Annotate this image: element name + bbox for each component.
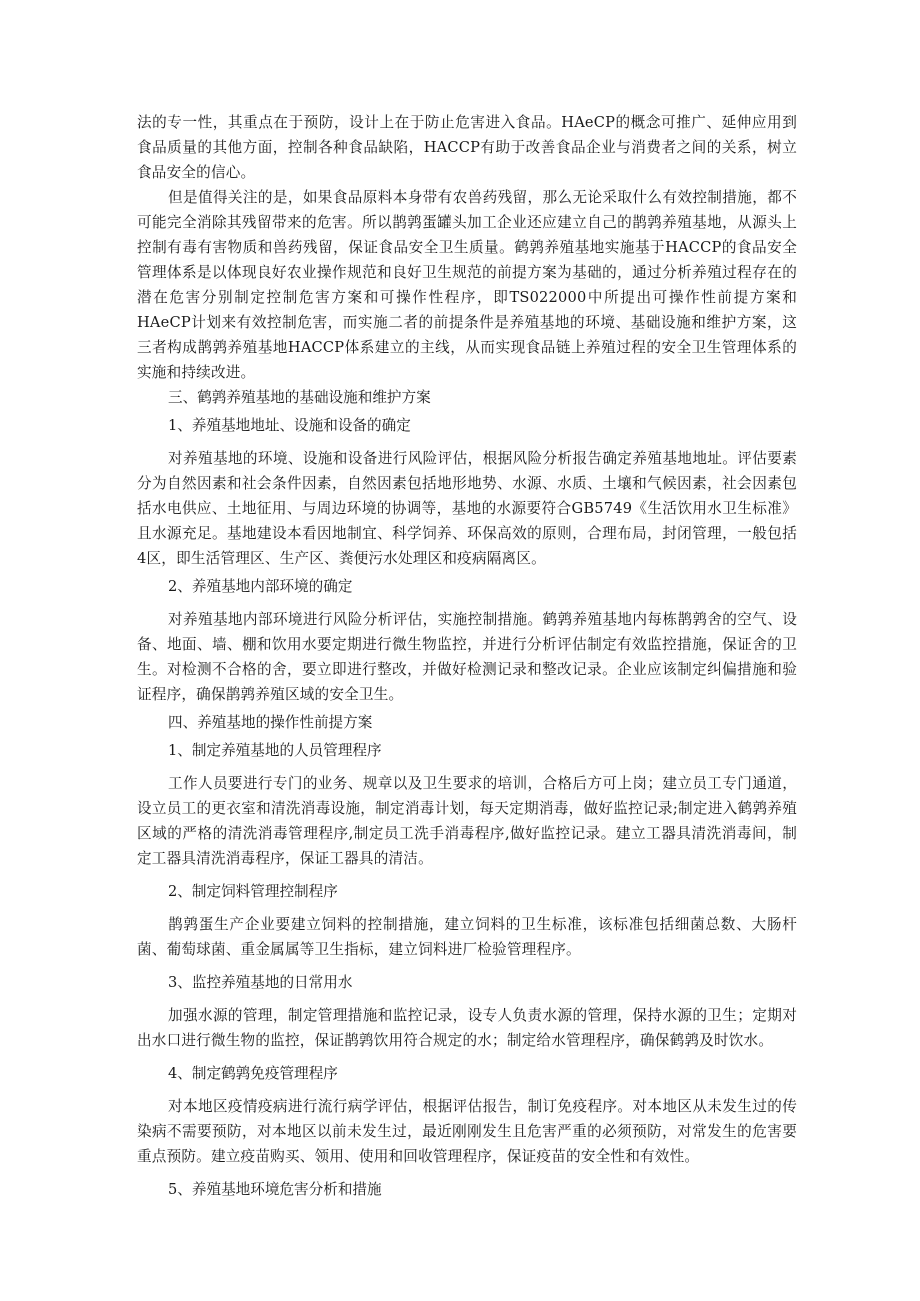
subsection-heading: 2、养殖基地内部环境的确定 (168, 578, 353, 595)
body-paragraph: 加强水源的管理，制定管理措施和监控记录，设专人负责水源的管理，保持水源的卫生；定期对出水口进行微生物的监控，保证鹊鹑饮用符合规定的水；制定给水管理程序，确保鹤鹑及时饮水。 (137, 1007, 797, 1049)
subsection-heading: 5、养殖基地环境危害分析和措施 (168, 1181, 382, 1198)
body-paragraph-continued: 法的专一性，其重点在于预防，设计上在于防止危害进入食品。HAeCP的概念可推广、延伸应用到食品质量的其他方面，控制各种食品缺陷，HACCP有助于改善食品企业与消费者之间的关系，树立食品安全的信心。 (137, 114, 797, 181)
body-paragraph: 对养殖基地内部环境进行风险分析评估，实施控制措施。鹤鹑养殖基地内每栋鹊鹑舍的空气、设备、地面、墙、棚和饮用水要定期进行微生物监控，并进行分析评估制定有效监控措施，保证舍的卫生。对检测不合格的舍，要立即进行整改，并做好检测记录和整改记录。企业应该制定纠偏措施和验证程序，确保鹊鹑养殖区域的安全卫生。 (137, 611, 797, 703)
subsection-heading: 3、监控养殖基地的日常用水 (168, 974, 353, 991)
body-paragraph: 对本地区疫情疫病进行流行病学评估，根据评估报告，制订免疫程序。对本地区从未发生过的传染病不需要预防，对本地区以前未发生过，最近刚刚发生且危害严重的必须预防，对常发生的危害要重点预防。建立疫苗购买、领用、使用和回收管理程序，保证疫苗的安全性和有效性。 (137, 1098, 797, 1165)
subsection-heading: 4、制定鹤鹑免疫管理程序 (168, 1065, 338, 1082)
subsection-heading: 1、制定养殖基地的人员管理程序 (168, 742, 382, 759)
body-paragraph: 对养殖基地的环境、设施和设备进行风险评估，根据风险分析报告确定养殖基地地址。评估要素分为自然因素和社会条件因素，自然因素包括地形地势、水源、水质、土壤和气候因素，社会因素包括水电供应、土地征用、与周边环境的协调等，基地的水源要符合GB5749《生活饮用水卫生标准》且水源充足。基地建设本看因地制宜、科学饲养、环保高效的原则，合理布局，封闭管理，一般包括4区，即生活管理区、生产区、粪便污水处理区和疫病隔离区。 (137, 450, 797, 567)
section-heading: 三、鹤鹑养殖基地的基础设施和维护方案 (168, 389, 431, 406)
subsection-heading: 2、制定饲料管理控制程序 (168, 883, 338, 900)
document-page (137, 110, 797, 1202)
body-paragraph: 鹊鹑蛋生产企业要建立饲料的控制措施，建立饲料的卫生标准，该标准包括细菌总数、大肠杆菌、葡萄球菌、重金属属等卫生指标，建立饲料进厂检验管理程序。 (137, 916, 797, 958)
section-heading: 四、养殖基地的操作性前提方案 (168, 714, 373, 731)
body-paragraph: 工作人员要进行专门的业务、规章以及卫生要求的培训，合格后方可上岗；建立员工专门通道，设立员工的更衣室和清洗消毒设施，制定消毒计划，每天定期消毒，做好监控记录;制定进入鹤鹑养殖区域的严格的清洗消毒管理程序,制定员工洗手消毒程序,做好监控记录。建立工器具清洗消毒间，制定工器具清洗消毒程序，保证工器具的清洁。 (137, 775, 797, 867)
body-paragraph: 但是值得关注的是，如果食品原料本身带有农兽药残留，那么无论采取什么有效控制措施，都不可能完全消除其残留带来的危害。所以鹊鹑蛋罐头加工企业还应建立自己的鹊鹑养殖基地，从源头上控制有毒有害物质和兽药残留，保证食品安全卫生质量。鹤鹑养殖基地实施基于HACCP的食品安全管理体系是以体现良好农业操作规范和良好卫生规范的前提方案为基础的，通过分析养殖过程存在的潜在危害分别制定控制危害方案和可操作性程序，即TS022000中所提出可操作性前提方案和HAeCP计划来有效控制危害，而实施二者的前提条件是养殖基地的环境、基础设施和维护方案，这三者构成鹊鹑养殖基地HACCP体系建立的主线，从而实现食品链上养殖过程的安全卫生管理体系的实施和持续改进。 (137, 189, 797, 381)
subsection-heading: 1、养殖基地地址、设施和设备的确定 (168, 417, 411, 434)
